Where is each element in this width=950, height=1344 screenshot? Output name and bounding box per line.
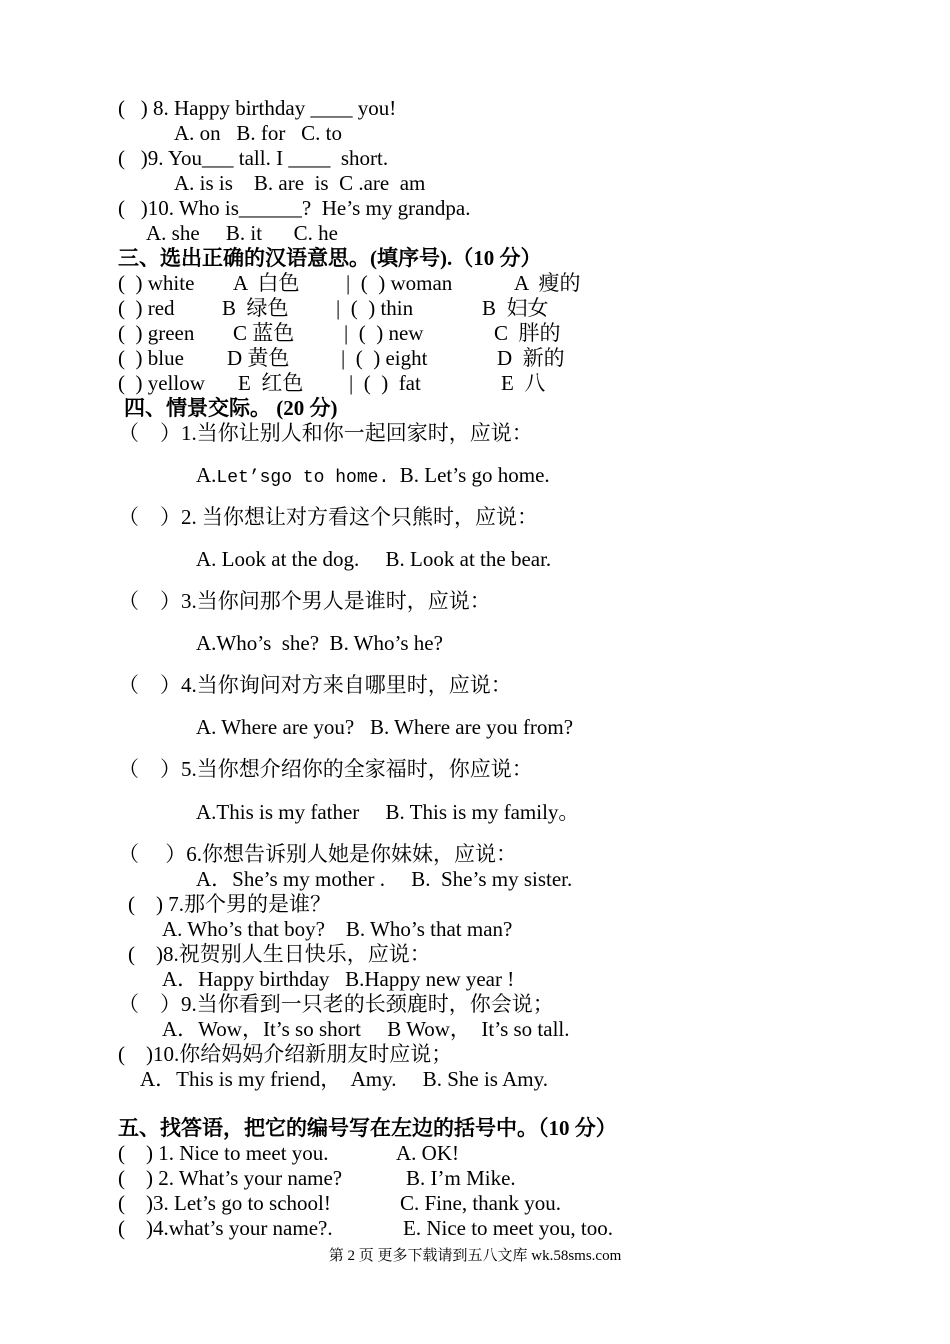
situation-question: ( )8.祝贺别人生日快乐，应说： bbox=[128, 942, 431, 966]
page-footer: 第 2 页 更多下载请到五八文库 wk.58sms.com bbox=[328, 1248, 622, 1264]
answer-rest: B. Let’s go home. bbox=[389, 463, 550, 487]
situation-answer: A．Happy birthday B.Happy new year ! bbox=[162, 967, 515, 991]
matching-left-option: A 白色 bbox=[233, 271, 300, 295]
situation-answer: A. Look at the dog. B. Look at the bear. bbox=[196, 547, 552, 571]
situation-question: （ ）4.当你询问对方来自哪里时，应说： bbox=[118, 673, 512, 697]
situation-question: （ ）9.当你看到一只老的长颈鹿时，你会说； bbox=[118, 992, 554, 1016]
matching-left-option: B 绿色 bbox=[222, 296, 289, 320]
response-option: A. OK! bbox=[396, 1141, 459, 1165]
situation-question: （ ）1.当你让别人和你一起回家时，应说： bbox=[118, 421, 533, 445]
response-question: ( ) 1. Nice to meet you. bbox=[118, 1141, 329, 1165]
matching-left-option: E 红色 bbox=[238, 371, 304, 395]
situation-answer bbox=[196, 463, 550, 491]
situation-answer: A.Who’s she? B. Who’s he? bbox=[196, 631, 443, 655]
question-8-options: A. on B. for C. to bbox=[174, 121, 342, 145]
matching-left-word: ( ) white bbox=[118, 271, 195, 295]
answer-prefix: A. bbox=[196, 463, 217, 487]
matching-right-word: | ( ) new bbox=[344, 321, 424, 345]
matching-right-option: B 妇女 bbox=[482, 296, 549, 320]
situation-question: ( )10.你给妈妈介绍新朋友时应说； bbox=[118, 1042, 453, 1066]
situation-question: （ ）5.当你想介绍你的全家福时，你应说： bbox=[118, 757, 533, 781]
response-question: ( )3. Let’s go to school! bbox=[118, 1191, 331, 1215]
question-9-options: A. is is B. are is C .are am bbox=[174, 171, 426, 195]
situation-answer: A．Wow，It’s so short B Wow， It’s so tall. bbox=[162, 1017, 570, 1041]
section4-heading: 四、情景交际。 (20 分) bbox=[124, 396, 338, 420]
response-option: C. Fine, thank you. bbox=[400, 1191, 561, 1215]
matching-left-option: C 蓝色 bbox=[233, 321, 295, 345]
situation-question: （ ）6.你想告诉别人她是你妹妹，应说： bbox=[118, 842, 517, 866]
situation-answer: A. Who’s that boy? B. Who’s that man? bbox=[162, 917, 513, 941]
matching-right-option: E 八 bbox=[501, 371, 546, 395]
response-question: ( )4.what’s your name?. bbox=[118, 1216, 333, 1240]
situation-answer: A．She’s my mother . B. She’s my sister. bbox=[196, 867, 573, 891]
matching-right-word: | ( ) woman bbox=[346, 271, 453, 295]
matching-left-option: D 黄色 bbox=[227, 346, 290, 370]
situation-answer: A．This is my friend， Amy. B. She is Amy. bbox=[140, 1067, 548, 1091]
matching-right-word: | ( ) fat bbox=[349, 371, 421, 395]
question-8: ( ) 8. Happy birthday ____ you! bbox=[118, 96, 397, 120]
section3-heading: 三、选出正确的汉语意思。(填序号).（10 分） bbox=[118, 246, 542, 270]
matching-right-word: | ( ) eight bbox=[341, 346, 428, 370]
situation-answer: A.This is my father B. This is my family。 bbox=[196, 800, 580, 824]
matching-left-word: ( ) red bbox=[118, 296, 175, 320]
matching-right-option: A 瘦的 bbox=[514, 271, 581, 295]
response-option: B. I’m Mike. bbox=[406, 1166, 516, 1190]
matching-right-option: D 新的 bbox=[497, 346, 565, 370]
matching-right-word: | ( ) thin bbox=[336, 296, 414, 320]
situation-question: ( ) 7.那个男的是谁？ bbox=[128, 892, 331, 916]
question-9: ( )9. You___ tall. I ____ short. bbox=[118, 146, 389, 170]
situation-answer: A. Where are you? B. Where are you from? bbox=[196, 715, 574, 739]
matching-left-word: ( ) blue bbox=[118, 346, 184, 370]
question-10: ( )10. Who is______? He’s my grandpa. bbox=[118, 196, 471, 220]
section5-heading: 五、找答语，把它的编号写在左边的括号中。（10 分） bbox=[118, 1116, 617, 1140]
matching-right-option: C 胖的 bbox=[494, 321, 561, 345]
question-10-options: A. she B. it C. he bbox=[146, 221, 338, 245]
response-question: ( ) 2. What’s your name? bbox=[118, 1166, 343, 1190]
situation-question: （ ）2. 当你想让对方看这个只熊时，应说： bbox=[118, 505, 538, 529]
matching-left-word: ( ) green bbox=[118, 321, 195, 345]
response-option: E. Nice to meet you, too. bbox=[403, 1216, 613, 1240]
matching-left-word: ( ) yellow bbox=[118, 371, 205, 395]
situation-question: （ ）3.当你问那个男人是谁时，应说： bbox=[118, 589, 491, 613]
answer-monospace-text: Let’sgo to home. bbox=[216, 468, 390, 488]
